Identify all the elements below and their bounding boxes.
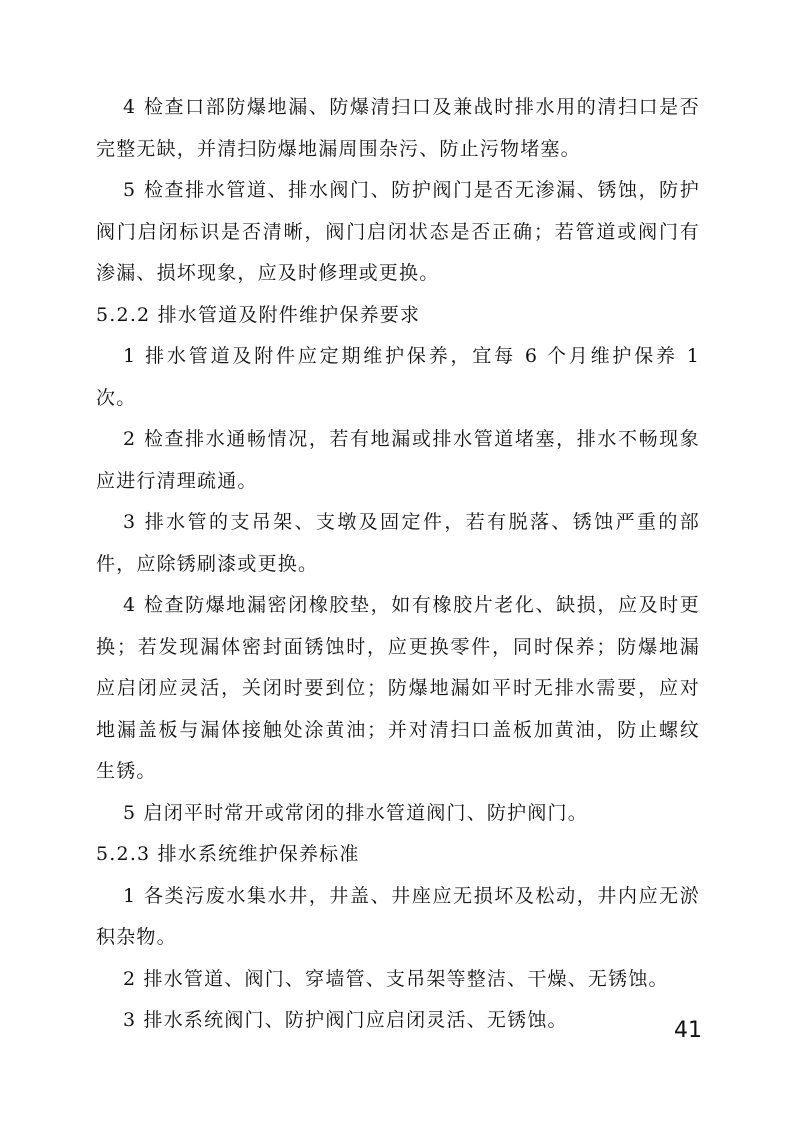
paragraph-2-check-flow: 2 检查排水通畅情况，若有地漏或排水管道堵塞，排水不畅现象应进行清理疏通。	[96, 428, 700, 492]
paragraph-3-supports: 3 排水管的支吊架、支墩及固定件，若有脱落、锈蚀严重的部件，应除锈刷漆或更换。	[96, 511, 700, 575]
paragraph-5-inspect-pipes-valves: 5 检查排水管道、排水阀门、防护阀门是否无渗漏、锈蚀，防护阀门启闭标识是否清晰，阀门启闭状态是否正确；若管道或阀门有渗漏、损坏现象，应及时修理或更换。	[96, 179, 700, 284]
document-body	[96, 87, 700, 1042]
paragraph-3-valves-flexible: 3 排水系统阀门、防护阀门应启闭灵活、无锈蚀。	[123, 1009, 568, 1031]
section-heading-5-2-3: 5.2.3 排水系统维护保养标准	[96, 843, 360, 865]
paragraph-4-gaskets: 4 检查防爆地漏密闭橡胶垫，如有橡胶片老化、缺损，应及时更换；若发现漏体密封面锈蚀时，应更换零件，同时保养；防爆地漏应启闭应灵活，关闭时要到位；防爆地漏如平时无排水需要，应对地漏盖板与漏体接触处涂黄油；并对清扫口盖板加黄油，防止螺纹生锈。	[96, 594, 700, 782]
page-number: 41	[674, 1018, 702, 1043]
paragraph-1-maintenance-interval: 1 排水管道及附件应定期维护保养，宜每 6 个月维护保养 1 次。	[96, 345, 700, 409]
paragraph-5-valve-operation: 5 启闭平时常开或常闭的排水管道阀门、防护阀门。	[123, 801, 588, 824]
paragraph-2-pipes-clean: 2 排水管道、阀门、穿墙管、支吊架等整洁、干燥、无锈蚀。	[123, 967, 669, 990]
paragraph-4-inspect-drains: 4 检查口部防爆地漏、防爆清扫口及兼战时排水用的清扫口是否完整无缺，并清扫防爆地漏周围杂污、防止污物堵塞。	[96, 96, 700, 160]
paragraph-1-sump-pits: 1 各类污废水集水井，井盖、井座应无损坏及松动，井内应无淤积杂物。	[96, 884, 700, 948]
section-heading-5-2-2: 5.2.2 排水管道及附件维护保养要求	[96, 303, 421, 326]
